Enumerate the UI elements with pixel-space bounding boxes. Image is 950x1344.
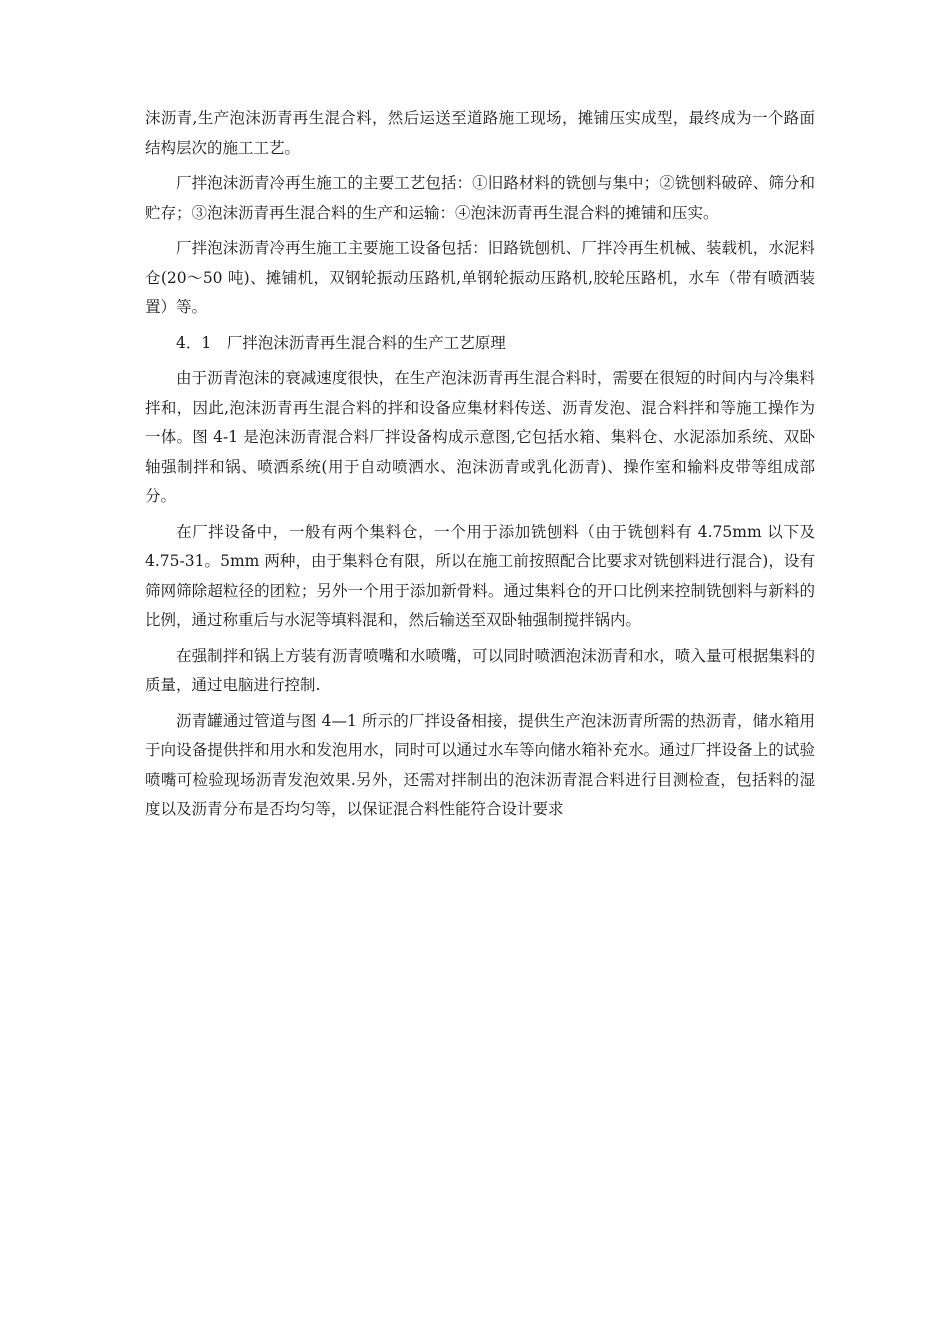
paragraph-nozzles: 在强制拌和锅上方装有沥青喷嘴和水喷嘴，可以同时喷洒泡沫沥青和水，喷入量可根据集料的质量，通过电脑进行控制. <box>145 646 815 694</box>
paragraph-process-steps: 厂拌泡沫沥青冷再生施工的主要工艺包括：①旧路材料的铣刨与集中；②铣刨料破碎、筛分和贮存；③泡沫沥青再生混合料的生产和运输：④泡沫沥青再生混合料的摊铺和压实。 <box>145 174 815 222</box>
paragraph-mixing-principle: 由于沥青泡沫的衰减速度很快，在生产泡沫沥青再生混合料时，需要在很短的时间内与冷集料拌和，因此,泡沫沥青再生混合料的拌和设备应集材料传送、沥青发泡、混合料拌和等施工操作为一体。图 4-1 是泡沫沥青混合料厂拌设备构成示意图,它包括水箱、集料仓、水泥添加系统、双卧轴强制拌和锅、喷洒系统(用于自动喷洒水、泡沫沥青或乳化沥青)、操作室和输料皮带等组成部分。 <box>145 369 815 505</box>
paragraph-equipment: 厂拌泡沫沥青冷再生施工主要施工设备包括：旧路铣刨机、厂拌冷再生机械、装载机，水泥料仓(20～50 吨)、摊铺机，双钢轮振动压路机,单钢轮振动压路机,胶轮压路机，水车（带有喷洒装置）等。 <box>145 239 815 316</box>
section-heading-4-1: 4．1 厂拌泡沫沥青再生混合料的生产工艺原理 <box>176 333 506 352</box>
document-body <box>145 104 815 831</box>
paragraph-continuation: 沫沥青,生产泡沫沥青再生混合料，然后运送至道路施工现场，摊铺压实成型，最终成为一个路面结构层次的施工工艺。 <box>145 109 815 157</box>
paragraph-asphalt-tank: 沥青罐通过管道与图 4—1 所示的厂拌设备相接，提供生产泡沫沥青所需的热沥青，储水箱用于向设备提供拌和用水和发泡用水，同时可以通过水车等向储水箱补充水。通过厂拌设备上的试验喷嘴可检验现场沥青发泡效果.另外，还需对拌制出的泡沫沥青混合料进行目测检查，包括料的湿度以及沥青分布是否均匀等，以保证混合料性能符合设计要求 <box>145 711 815 818</box>
paragraph-aggregate-bins: 在厂拌设备中，一般有两个集料仓，一个用于添加铣刨料（由于铣刨料有 4.75mm 以下及 4.75-31。5mm 两种，由于集料仓有限，所以在施工前按照配合比要求对铣刨料进行混合)，设有筛网筛除超粒径的团粒；另外一个用于添加新骨料。通过集料仓的开口比例来控制铣刨料与新料的比例，通过称重后与水泥等填料混和，然后输送至双卧轴强制搅拌锅内。 <box>145 522 815 629</box>
